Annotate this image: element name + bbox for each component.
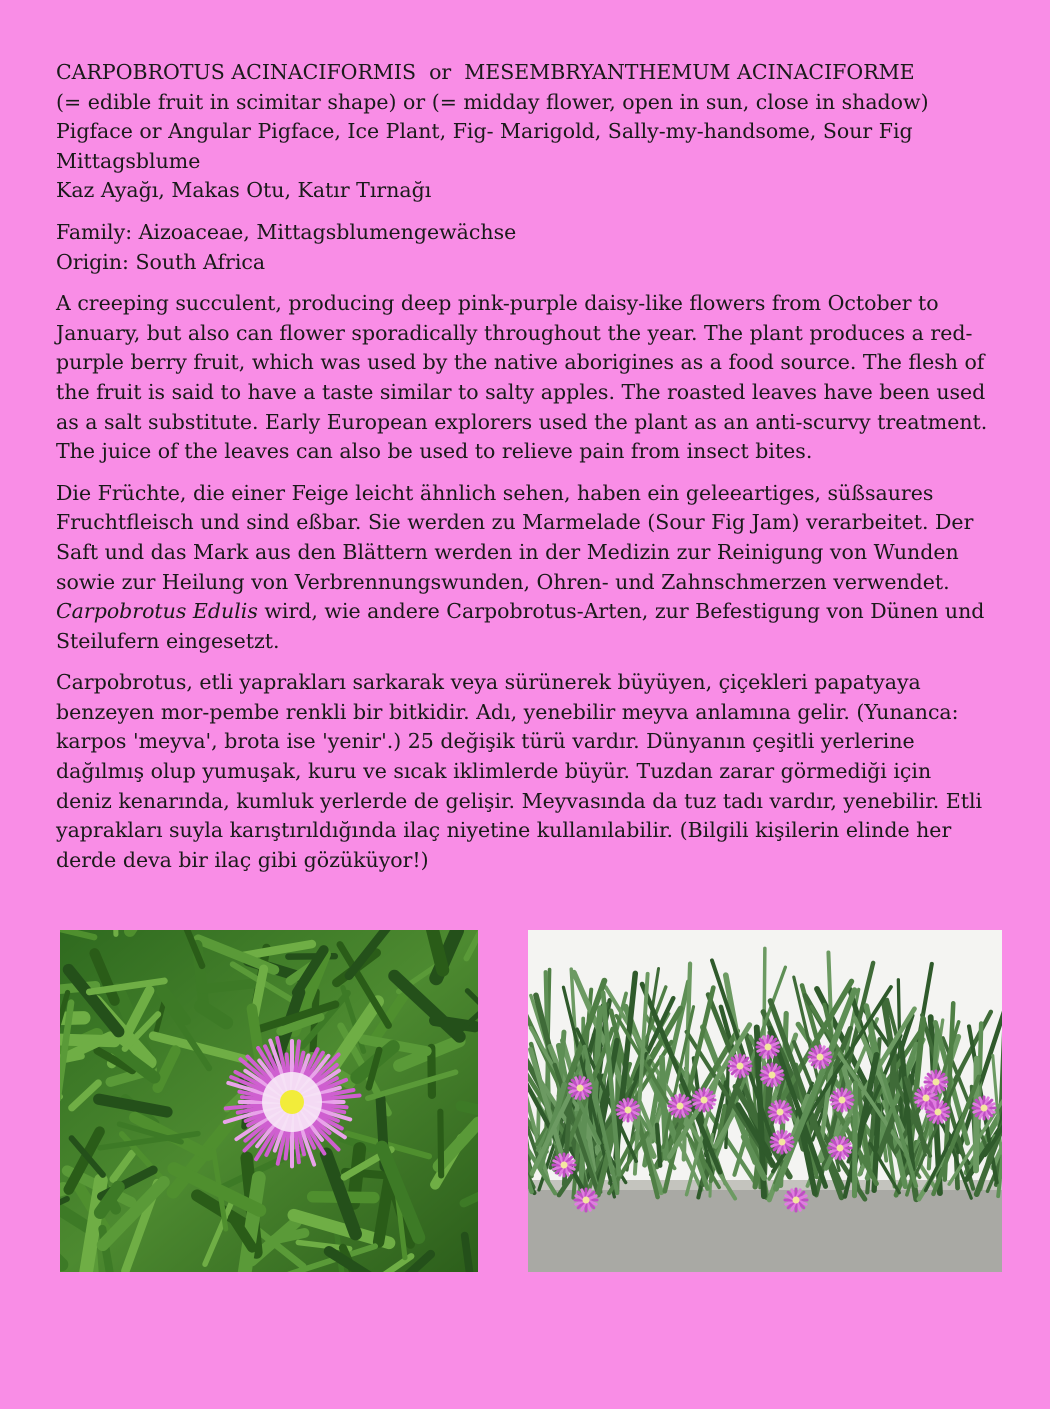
paragraph-line: dağılmış olup yumuşak, kuru ve sıcak iklimlerde büyür. Tuzdan zarar görmediği için — [56, 759, 932, 784]
paragraph-line: Fruchtfleisch und sind eßbar. Sie werden zu Marmelade (Sour Fig Jam) verarbeitet. Der — [56, 510, 974, 535]
flower-closeup-photo — [60, 930, 478, 1272]
paragraph-line — [56, 597, 996, 627]
small-flower — [769, 1101, 791, 1123]
german-paragraph — [56, 479, 996, 657]
turkish-paragraph — [56, 668, 996, 875]
flower-center — [280, 1090, 304, 1114]
grass-blade — [275, 1233, 305, 1240]
paragraph-line: derde deva bir ilaç gibi gözüküyor!) — [56, 847, 429, 872]
paragraph-line: karpos 'meyva', brota ise 'yenir'.) 25 değişik türü vardır. Dünyanın çeşitli yerlerine — [56, 729, 915, 754]
small-flower — [771, 1131, 793, 1153]
paragraph-line: benzeyen mor-pembe renkli bir bitkidir. Adı, yenebilir meyva anlamına gelir. (Yunanca: — [56, 699, 959, 724]
scientific-name-heading: CARPOBROTUS ACINACIFORMIS or MESEMBRYANTHEMUM ACINACIFORME — [56, 60, 915, 84]
small-flower — [575, 1189, 597, 1211]
italic-species-name: Carpobrotus Edulis — [56, 599, 258, 624]
small-flower — [757, 1036, 779, 1058]
taxonomy-block — [56, 218, 996, 277]
small-flower — [617, 1099, 639, 1121]
paragraph-line: January, but also can flower sporadically throughout the year. The plant produces a red- — [56, 320, 973, 345]
small-flower — [785, 1189, 807, 1211]
succulent-leaf — [855, 1083, 856, 1196]
small-flower — [569, 1077, 591, 1099]
family-line: Family: Aizoaceae, Mittagsblumengewächse — [56, 219, 517, 244]
small-flower — [973, 1097, 995, 1119]
grass-blade — [114, 930, 116, 934]
paragraph-line: sowie zur Heilung von Verbrennungswunden, Ohren- und Zahnschmerzen verwendet. — [56, 569, 950, 594]
origin-line: Origin: South Africa — [56, 249, 266, 274]
heading-block — [56, 58, 996, 206]
small-flower — [669, 1095, 691, 1117]
paragraph-line: Die Früchte, die einer Feige leicht ähnlich sehen, haben ein geleeartiges, süßsaures — [56, 480, 934, 505]
small-flower — [925, 1071, 947, 1093]
paragraph-line: Carpobrotus, etli yaprakları sarkarak veya sürünerek büyüyen, çiçekleri papatyaya — [56, 670, 921, 695]
paragraph-line: purple berry fruit, which was used by the native aborigines as a food source. The flesh of — [56, 350, 985, 375]
grass-blade — [431, 1048, 432, 1095]
turkish-common-names: Kaz Ayağı, Makas Otu, Katır Tırnağı — [56, 178, 432, 203]
paragraph-line: A creeping succulent, producing deep pink-purple daisy-like flowers from October to — [56, 291, 939, 316]
paragraph-line: yaprakları suyla karıştırıldığında ilaç niyetine kullanılabilir. (Bilgili kişilerin elinde her — [56, 818, 952, 843]
document-text — [56, 58, 996, 887]
grass-blade — [202, 984, 253, 990]
paragraph-line: the fruit is said to have a taste similar to salty apples. The roasted leaves have been used — [56, 379, 986, 404]
paragraph-line: Steilufern eingesetzt. — [56, 628, 280, 653]
english-common-names: Pigface or Angular Pigface, Ice Plant, Fig- Marigold, Sally-my-handsome, Sour Fig — [56, 119, 913, 144]
small-flower — [831, 1089, 853, 1111]
small-flower — [809, 1046, 831, 1068]
grass-blade — [440, 1112, 441, 1176]
name-meanings: (= edible fruit in scimitar shape) or (= midday flower, open in sun, close in shadow) — [56, 89, 929, 114]
paragraph-line: as a salt substitute. Early European explorers used the plant as an anti-scurvy treatment. — [56, 409, 988, 434]
german-common-name: Mittagsblume — [56, 148, 201, 173]
english-paragraph — [56, 289, 996, 467]
line-continuation: wird, wie andere Carpobrotus-Arten, zur Befestigung von Dünen und — [257, 599, 985, 624]
ice-plant-clump-photo — [528, 930, 1002, 1272]
paragraph-line: Saft und das Mark aus den Blättern werden in der Medizin zur Reinigung von Wunden — [56, 539, 959, 564]
paragraph-line: The juice of the leaves can also be used to relieve pain from insect bites. — [56, 439, 813, 464]
small-flower — [761, 1064, 783, 1086]
small-flower — [927, 1101, 949, 1123]
small-flower — [729, 1055, 751, 1077]
small-flower — [829, 1137, 851, 1159]
small-flower — [553, 1154, 575, 1176]
paragraph-line: deniz kenarında, kumluk yerlerde de gelişir. Meyvasında da tuz tadı vardır, yenebilir. Etli — [56, 788, 983, 813]
small-flower — [693, 1089, 715, 1111]
